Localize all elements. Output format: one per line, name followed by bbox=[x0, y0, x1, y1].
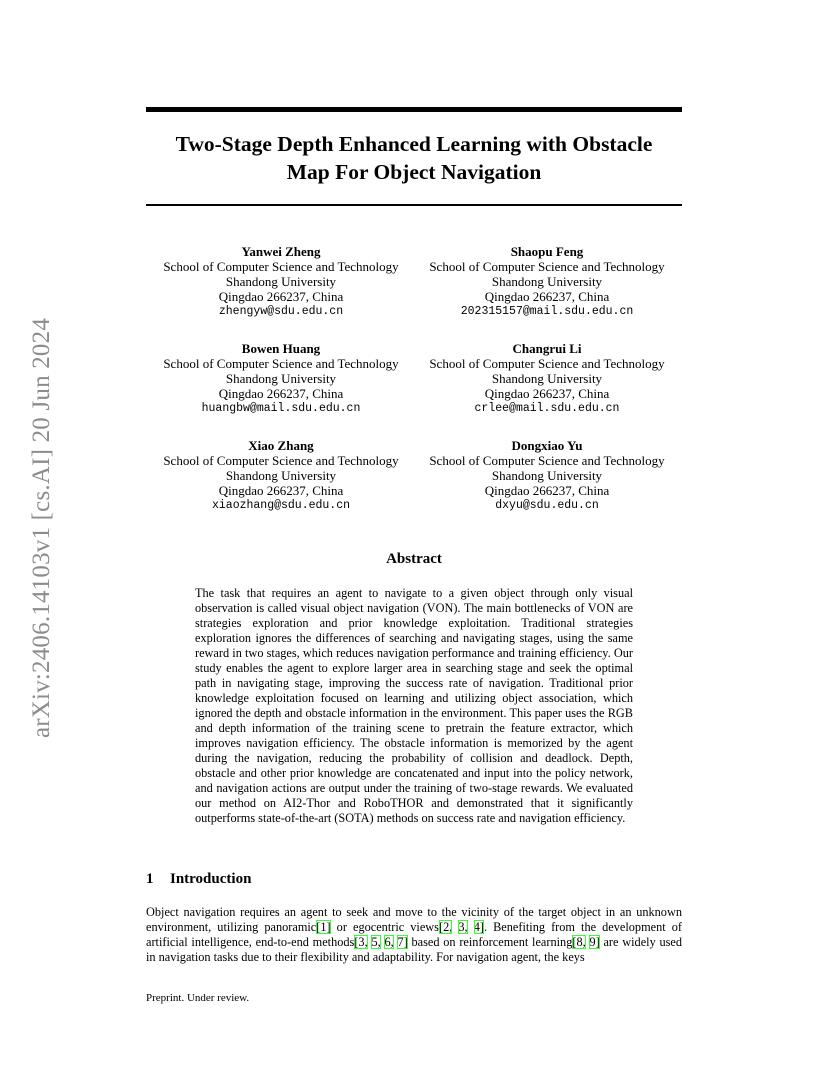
citation-link[interactable]: 3, bbox=[458, 920, 468, 934]
author-city: Qingdao 266237, China bbox=[218, 483, 344, 498]
title-line-1: Two-Stage Depth Enhanced Learning with Obstacle bbox=[175, 132, 653, 156]
citation-link[interactable]: [2, bbox=[438, 920, 453, 934]
author-school: School of Computer Science and Technology bbox=[163, 356, 399, 371]
author-school: School of Computer Science and Technology bbox=[429, 453, 665, 468]
introduction-paragraph bbox=[146, 905, 682, 965]
author-name: Xiao Zhang bbox=[248, 438, 314, 453]
author-university: Shandong University bbox=[491, 371, 603, 386]
citation-link[interactable]: 9] bbox=[589, 935, 600, 949]
title-line-2: Map For Object Navigation bbox=[286, 160, 542, 184]
abstract-heading: Abstract bbox=[386, 551, 442, 567]
citation-link[interactable]: 4] bbox=[473, 920, 484, 934]
section-number: 1 bbox=[146, 871, 154, 887]
author-block-2 bbox=[412, 244, 682, 319]
author-email[interactable]: crlee@mail.sdu.edu.cn bbox=[474, 402, 620, 415]
section-title: Introduction bbox=[170, 871, 252, 887]
author-university: Shandong University bbox=[225, 274, 337, 289]
intro-text: . Benefiting from the development of artificial intelligence, end-to-end methods bbox=[146, 920, 682, 949]
author-email[interactable]: xiaozhang@sdu.edu.cn bbox=[211, 499, 351, 512]
author-school: School of Computer Science and Technology bbox=[429, 356, 665, 371]
author-email[interactable]: huangbw@mail.sdu.edu.cn bbox=[201, 402, 361, 415]
author-email[interactable]: dxyu@sdu.edu.cn bbox=[495, 499, 599, 512]
intro-text: or egocentric views bbox=[330, 920, 439, 934]
intro-text: are widely used in navigation tasks due to their flexibility and adaptability. For navigation agent, the keys bbox=[146, 935, 683, 964]
author-city: Qingdao 266237, China bbox=[484, 289, 610, 304]
citation-link[interactable]: 5, bbox=[371, 935, 381, 949]
author-city: Qingdao 266237, China bbox=[218, 386, 344, 401]
author-name: Yanwei Zheng bbox=[241, 244, 321, 259]
title-bottom-rule bbox=[146, 204, 682, 206]
author-email[interactable]: zhengyw@sdu.edu.cn bbox=[218, 305, 344, 318]
arxiv-identifier-sidebar bbox=[22, 296, 62, 760]
citation-link[interactable]: 7] bbox=[397, 935, 408, 949]
author-school: School of Computer Science and Technology bbox=[163, 453, 399, 468]
author-name: Shaopu Feng bbox=[510, 244, 584, 259]
footer-note: Preprint. Under review. bbox=[146, 992, 250, 1004]
abstract-text: The task that requires an agent to navigate to a given object through only visual observation is called visual object navigation (VON). The main bottlenecks of VON are strategies exploration and prior knowledge exploitation. Traditional strategies exploration ignores the differences of searching and navigating stages, using the same reward in two stages, which reduces navigation performance and training efficiency. Our study enables the agent to explore larger area in searching stage and seek the optimal path in navigating stage, improving the success rate of navigation. Traditional prior knowledge exploitation focused on learning and utilizing object association, which ignored the depth and obstacle information in the environment. This paper uses the RGB and depth information of the training scene to pretrain the feature extractor, which improves navigation efficiency. The obstacle information is memorized by the agent during the navigation, reducing the probability of collision and deadlock. Depth, obstacle and other prior knowledge are concatenated and input into the policy network, and navigation actions are output under the training of two-stage rewards. We evaluated our method on AI2-Thor and RoboTHOR and demonstrated that it significantly outperforms state-of-the-art (SOTA) methods on success rate and navigation efficiency. bbox=[195, 586, 633, 825]
author-school: School of Computer Science and Technology bbox=[429, 259, 665, 274]
intro-text: based on reinforcement learning bbox=[407, 935, 573, 949]
author-university: Shandong University bbox=[491, 468, 603, 483]
section-heading-introduction bbox=[146, 870, 682, 888]
author-name: Changrui Li bbox=[512, 341, 582, 356]
author-block-3 bbox=[146, 341, 416, 416]
author-city: Qingdao 266237, China bbox=[218, 289, 344, 304]
author-block-5 bbox=[146, 438, 416, 513]
author-email[interactable]: 202315157@mail.sdu.edu.cn bbox=[460, 305, 634, 318]
author-university: Shandong University bbox=[225, 468, 337, 483]
author-name: Dongxiao Yu bbox=[511, 438, 583, 453]
author-block-4 bbox=[412, 341, 682, 416]
arxiv-stamp-text: arXiv:2406.14103v1 [cs.AI] 20 Jun 2024 bbox=[28, 317, 55, 739]
author-name: Bowen Huang bbox=[241, 341, 321, 356]
author-school: School of Computer Science and Technology bbox=[163, 259, 399, 274]
citation-link[interactable]: [1] bbox=[316, 920, 331, 934]
title-top-rule bbox=[146, 107, 682, 112]
author-city: Qingdao 266237, China bbox=[484, 483, 610, 498]
author-university: Shandong University bbox=[225, 371, 337, 386]
citation-link[interactable]: [8, bbox=[572, 935, 586, 949]
citation-link[interactable]: [3, bbox=[354, 935, 368, 949]
author-city: Qingdao 266237, China bbox=[484, 386, 610, 401]
author-block-6 bbox=[412, 438, 682, 513]
intro-text: Object navigation requires an agent to seek and move to the vicinity of the target object in an unknown environment, utilizing panoramic bbox=[146, 905, 682, 934]
author-block-1 bbox=[146, 244, 416, 319]
paper-title bbox=[146, 130, 682, 186]
author-university: Shandong University bbox=[491, 274, 603, 289]
citation-link[interactable]: 6, bbox=[384, 935, 394, 949]
